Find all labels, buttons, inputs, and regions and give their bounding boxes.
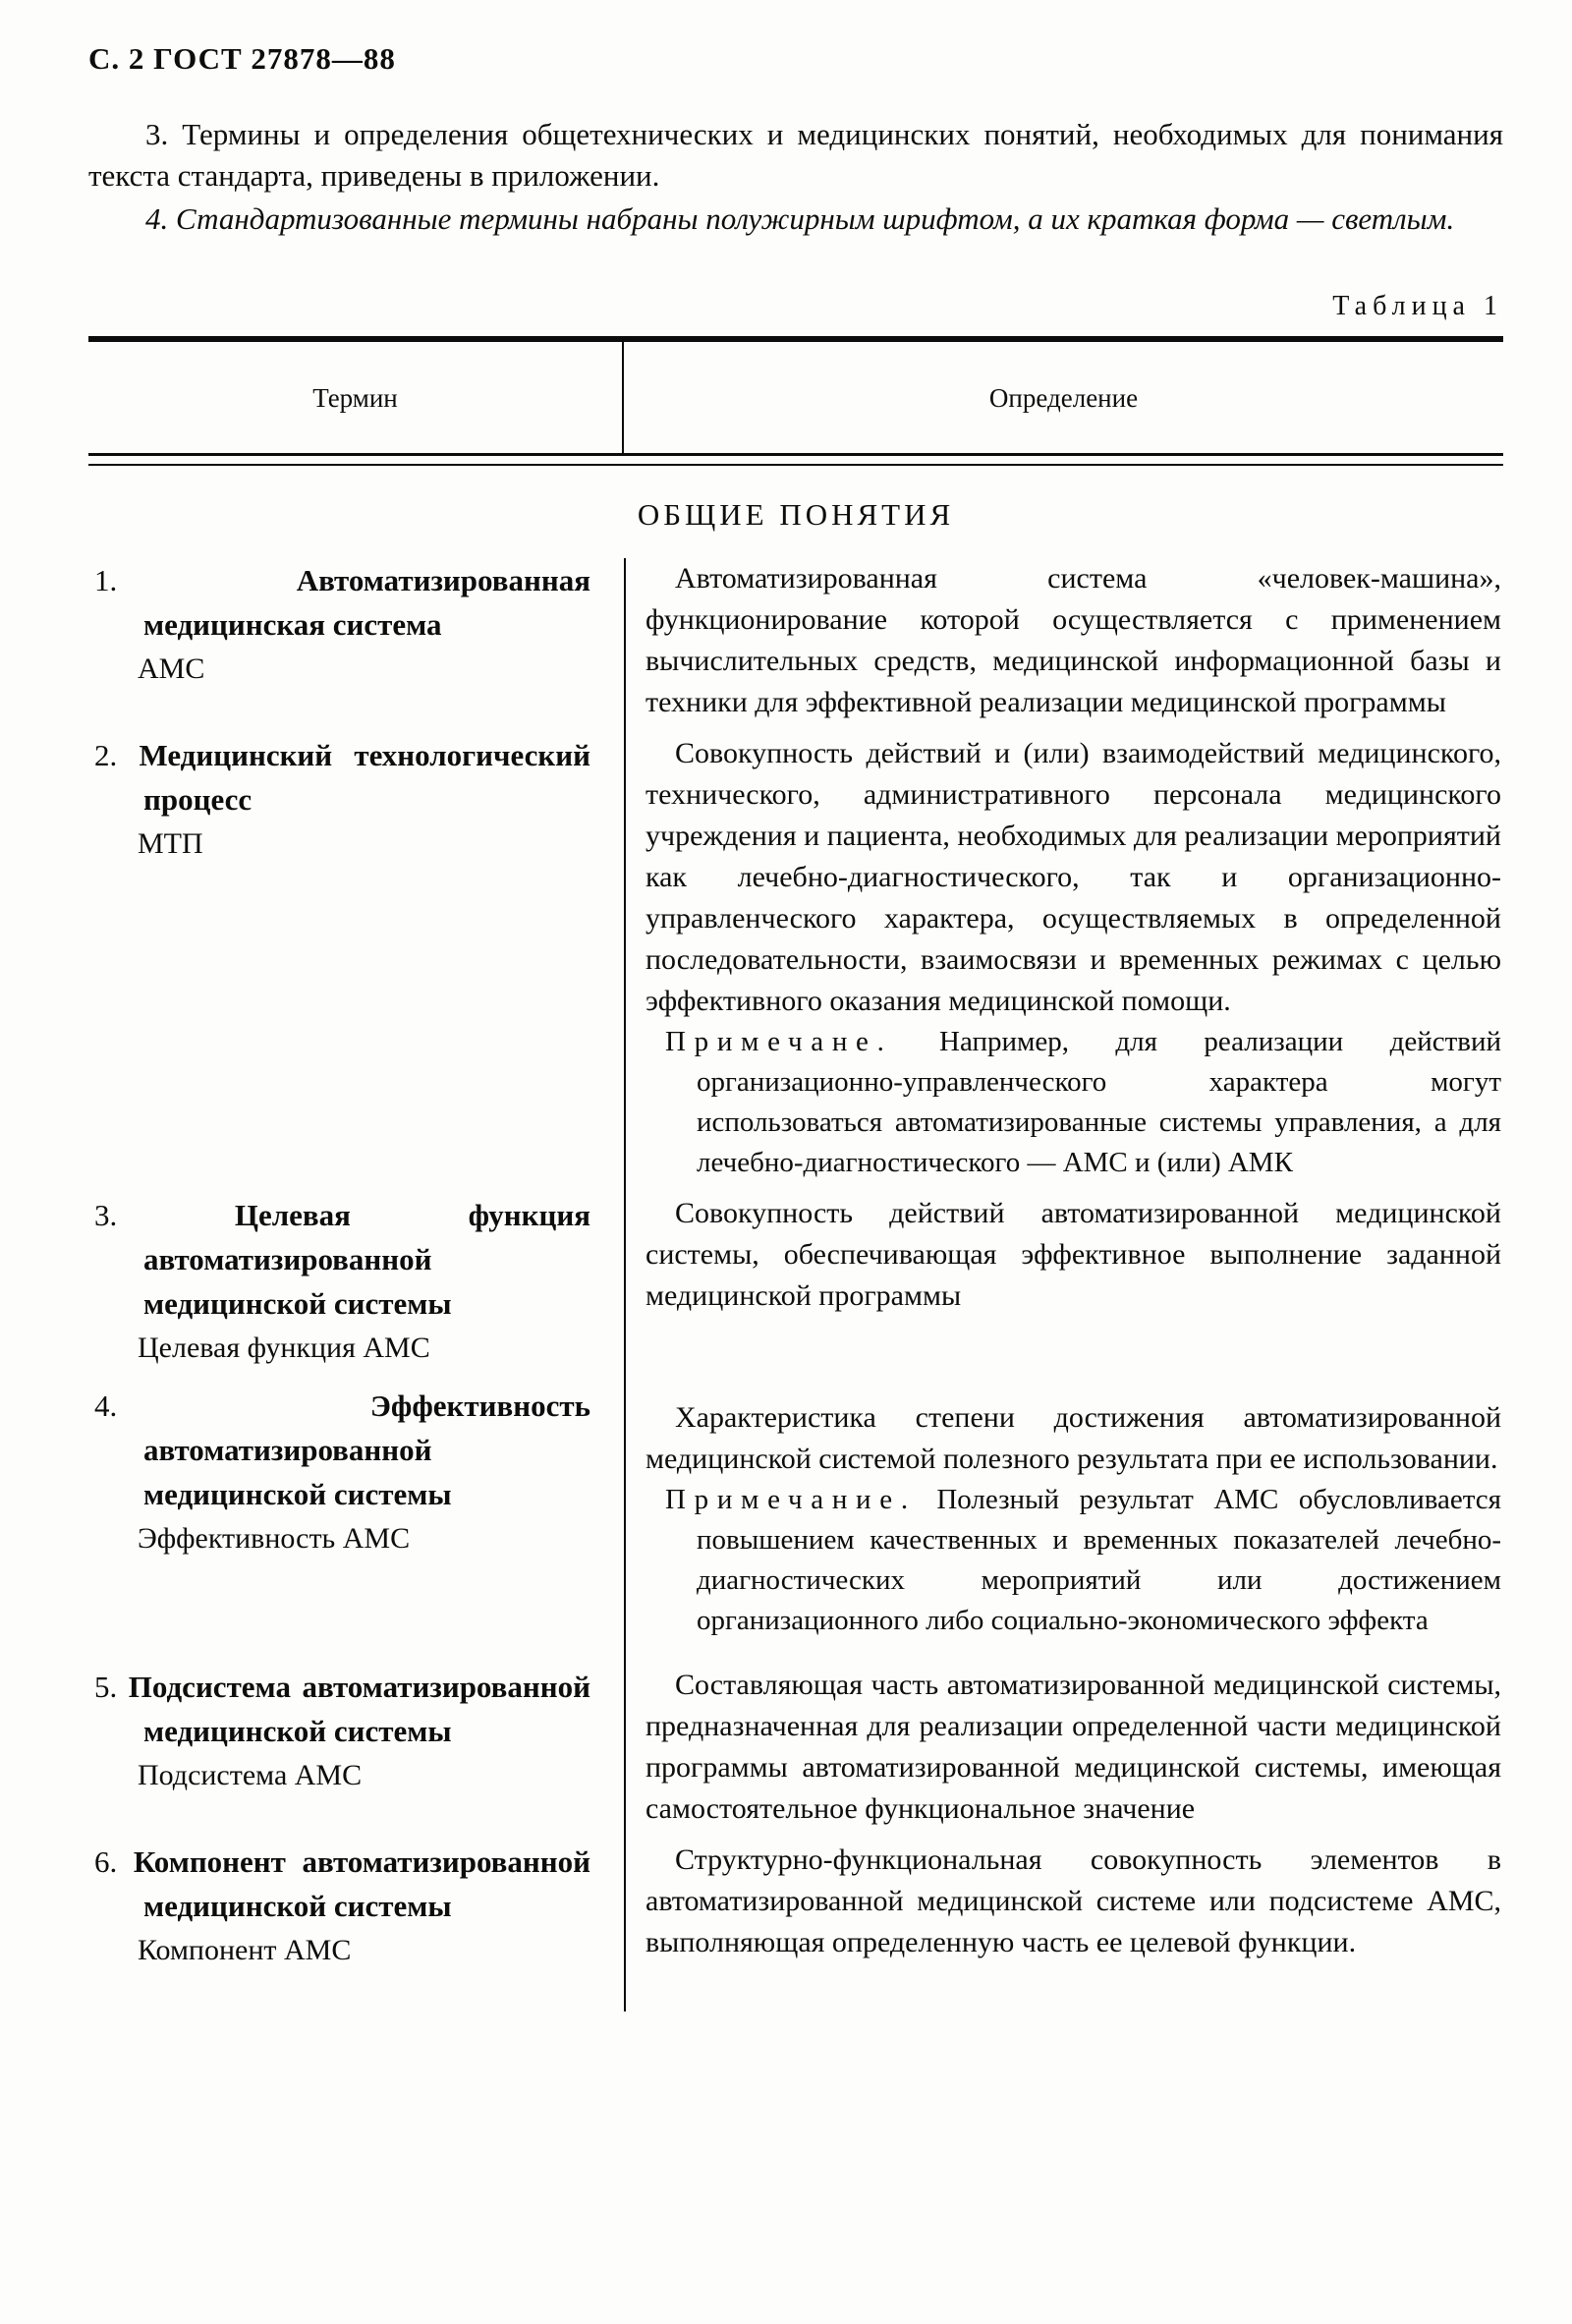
terms-table	[88, 336, 1503, 2012]
definition-cell	[624, 1193, 1503, 1384]
term-text: Подсистема автоматизированной медицинской системы	[128, 1670, 590, 1748]
section-heading: ОБЩИЕ ПОНЯТИЯ	[637, 497, 955, 532]
note-label: Примечане.	[665, 1026, 893, 1057]
term-text: Медицинский технологический процесс	[139, 738, 590, 817]
table-row	[88, 1193, 1503, 1384]
term-number: 6.	[94, 1844, 118, 1879]
term-number: 5.	[94, 1670, 118, 1704]
term-short-form: Целевая функция АМС	[138, 1332, 430, 1364]
term	[94, 1665, 590, 1753]
table-row	[88, 733, 1503, 1193]
term-text: Автоматизированная медицинская система	[143, 563, 590, 642]
table-row	[88, 1840, 1503, 1986]
table-row	[88, 1384, 1503, 1651]
paragraph-3: 3. Термины и определения общетехнических и медицинских понятий, необходимых для понимания текста стандарта, приведены в приложении.	[88, 117, 1503, 193]
term-short-form: АМС	[138, 652, 205, 685]
table-body	[88, 558, 1503, 2012]
note-label: Примечание.	[665, 1484, 917, 1515]
term	[94, 733, 590, 822]
table-row	[88, 1651, 1503, 1840]
term-cell	[88, 558, 624, 733]
term-short-form: Подсистема АМС	[138, 1759, 363, 1791]
definition-note	[646, 1480, 1501, 1641]
paragraph-4: 4. Стандартизованные термины набраны полужирным шрифтом, а их краткая форма — светлым.	[145, 201, 1455, 236]
note-text: Полезный результат АМС обусловливается повышением качественных и временных показателей лечебно-диагностических мероприятий или достижением организационного либо социально-экономического эффекта	[697, 1484, 1502, 1636]
note-text: Например, для реализации действий организационно-управленческого характера могут использоваться автоматизированные системы управления, а для лечебно-диагностического — АМС и (или) АМК	[697, 1026, 1502, 1178]
definition-text: Характеристика степени достижения автоматизированной медицинской системой полезного результата при ее использовании.	[646, 1401, 1501, 1475]
definition-cell	[624, 733, 1503, 1193]
definition-cell	[624, 558, 1503, 733]
term	[94, 1384, 590, 1516]
definition-note	[646, 1022, 1501, 1183]
term-text: Компонент автоматизированной медицинской системы	[133, 1844, 590, 1923]
definition-text: Составляющая часть автоматизированной медицинской системы, предназначенная для реализации определенной части медицинской программы автоматизированной медицинской системы, имеющая самостоятельное функциональное значение	[646, 1669, 1501, 1825]
term-text: Целевая функция автоматизированной медицинской системы	[143, 1198, 590, 1321]
term-cell	[88, 733, 624, 1193]
column-header-definition: Определение	[988, 383, 1139, 413]
term-number: 4.	[94, 1389, 118, 1423]
table-caption: Таблица 1	[1332, 291, 1503, 321]
term-cell	[88, 1665, 624, 1840]
term-text: Эффективность автоматизированной медицинской системы	[143, 1389, 590, 1511]
definition-cell	[624, 1384, 1503, 1651]
term-number: 3.	[94, 1198, 118, 1232]
definition-text: Автоматизированная система «человек-машина», функционирование которой осуществляется с применением вычислительных средств, медицинской информационной базы и техники для эффективной реализации медицинской программы	[646, 562, 1501, 718]
term-number: 1.	[94, 563, 118, 597]
column-divider	[624, 558, 626, 2012]
term	[94, 1840, 590, 1928]
definition-text: Совокупность действий автоматизированной медицинской системы, обеспечивающая эффективное выполнение заданной медицинской программы	[646, 1197, 1501, 1312]
page-header: С. 2 ГОСТ 27878—88	[88, 41, 396, 76]
column-header-term: Термин	[88, 342, 624, 453]
term-cell	[88, 1193, 624, 1384]
term	[94, 1193, 590, 1326]
definition-text: Структурно-функциональная совокупность элементов в автоматизированной медицинской системе или подсистеме АМС, выполняющая определенную часть ее целевой функции.	[646, 1843, 1501, 1958]
term-short-form: Эффективность АМС	[138, 1522, 411, 1555]
definition-text: Совокупность действий и (или) взаимодействий медицинского, технического, административного персонала медицинского учреждения и пациента, необходимых для реализации мероприятий как лечебно-диагностического, так и организационно-управленческого характера, осуществляемых в определенной последовательности, взаимосвязи и временных режимах с целью эффективного оказания медицинской помощи.	[646, 737, 1501, 1017]
table-header-row	[88, 342, 1503, 453]
definition-cell	[624, 1665, 1503, 1840]
table-row	[88, 558, 1503, 733]
term-cell	[88, 1840, 624, 1986]
term-number: 2.	[94, 738, 118, 772]
double-rule	[88, 453, 1503, 466]
term-short-form: МТП	[138, 827, 203, 860]
definition-cell	[624, 1840, 1503, 1986]
term-cell	[88, 1384, 624, 1651]
term-short-form: Компонент АМС	[138, 1934, 352, 1966]
term	[94, 558, 590, 647]
